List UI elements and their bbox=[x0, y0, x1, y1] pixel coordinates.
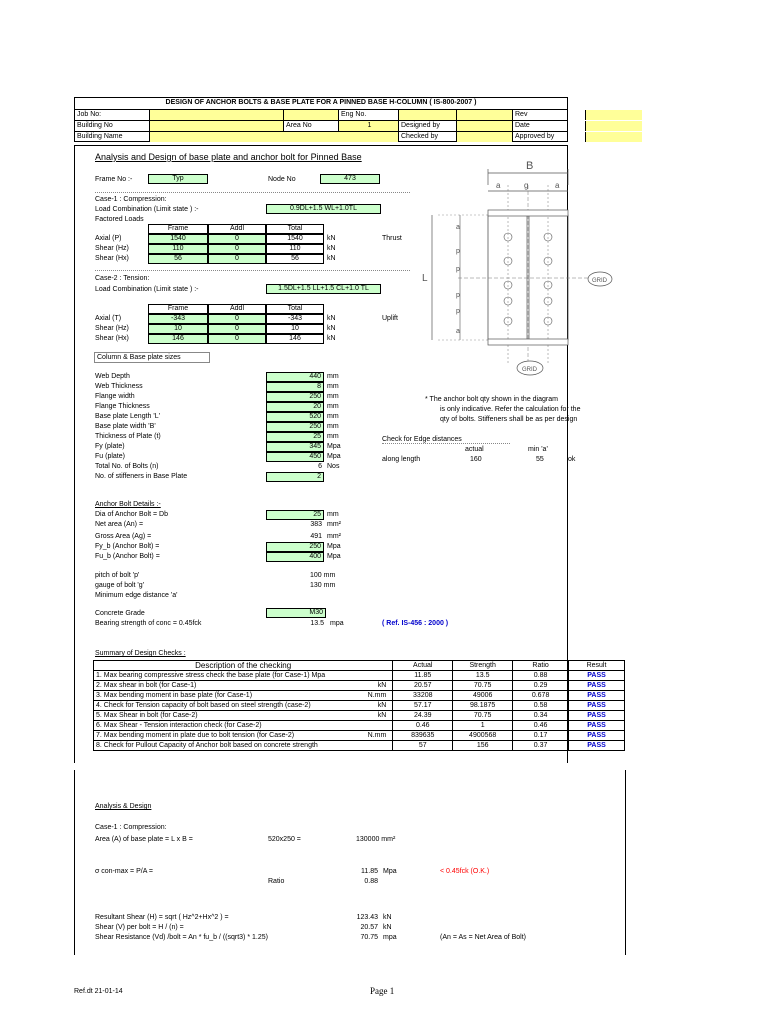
summary-actual: 20.57 bbox=[393, 681, 453, 691]
summary-row bbox=[94, 731, 625, 741]
rev-field[interactable] bbox=[586, 110, 642, 120]
col-size-label: Flange Thickness bbox=[95, 403, 150, 410]
edge-ok: ok bbox=[568, 456, 576, 463]
bearing-label: Bearing strength of conc = 0.45fck bbox=[95, 620, 202, 627]
summary-desc-unit: kN bbox=[377, 682, 387, 689]
summary-result: PASS bbox=[569, 691, 625, 701]
summary-actual: 0.46 bbox=[393, 721, 453, 731]
edge-actual-value: 160 bbox=[470, 456, 482, 463]
anchor-unit: mm bbox=[327, 511, 339, 518]
summary-row bbox=[94, 691, 625, 701]
case1-row-frame[interactable]: 110 bbox=[148, 244, 208, 254]
summary-actual: 33208 bbox=[393, 691, 453, 701]
area-label: Area (A) of base plate = L x B = bbox=[95, 836, 193, 843]
col-size-label: Fy (plate) bbox=[95, 443, 125, 450]
ratio-value: 0.88 bbox=[364, 878, 378, 885]
area-no-label: Area No bbox=[284, 121, 339, 131]
col-size-unit: mm bbox=[327, 413, 339, 420]
anchor-unit: Mpa bbox=[327, 543, 341, 550]
col-size-value[interactable]: 440 bbox=[266, 372, 324, 382]
analysis-right-border bbox=[625, 770, 626, 955]
pitch-label: Minimum edge distance 'a' bbox=[95, 592, 178, 599]
anchor-title: Anchor Bolt Details :- bbox=[95, 501, 161, 508]
summary-desc bbox=[94, 671, 393, 681]
col-size-unit: mm bbox=[327, 373, 339, 380]
designed-by-label: Designed by bbox=[399, 121, 457, 131]
case1-row-label: Axial (P) bbox=[95, 235, 122, 242]
col-size-unit: mm bbox=[327, 403, 339, 410]
summary-head-desc: Description of the checking bbox=[94, 661, 393, 671]
summary-desc-text: 6. Max Shear - Tension interaction check (for Case-2) bbox=[96, 721, 262, 729]
case1-title: Case-1 : Compression: bbox=[95, 196, 167, 203]
col-size-unit: mm bbox=[327, 383, 339, 390]
col-size-unit: mm bbox=[327, 433, 339, 440]
case1-col-addl: Addl bbox=[208, 224, 266, 234]
building-name-field[interactable] bbox=[150, 132, 399, 142]
building-no-label: Building No bbox=[75, 121, 150, 131]
pitch-value: 100 mm bbox=[310, 572, 336, 579]
case1-row-unit: kN bbox=[327, 255, 336, 262]
case2-col-addl: Addl bbox=[208, 304, 266, 314]
case2-row-total: 10 bbox=[266, 324, 324, 334]
case1-row-addl[interactable]: 0 bbox=[208, 234, 266, 244]
summary-result: PASS bbox=[569, 681, 625, 691]
anchor-label: Fu_b (Anchor Bolt) = bbox=[95, 553, 160, 560]
grid-right-label: GRID bbox=[592, 278, 607, 284]
summary-actual: 839635 bbox=[393, 731, 453, 741]
bearing-ref: ( Ref. IS-456 : 2000 ) bbox=[382, 620, 449, 627]
col-size-unit: Mpa bbox=[327, 453, 341, 460]
area-no-value[interactable]: 1 bbox=[339, 121, 399, 131]
shear-label: Shear (V) per bolt = H / (n) = bbox=[95, 924, 184, 931]
date-label: Date bbox=[513, 121, 586, 131]
dim-a-left: a bbox=[496, 181, 501, 190]
summary-head-strength: Strength bbox=[453, 661, 513, 671]
col-sizes-title: Column & Base plate sizes bbox=[94, 352, 210, 363]
document-title: DESIGN OF ANCHOR BOLTS & BASE PLATE FOR A PINNED BASE H-COLUMN ( IS-800-2007 ) bbox=[165, 99, 477, 106]
rev-label: Rev bbox=[513, 110, 586, 120]
summary-desc bbox=[94, 721, 393, 731]
sigma-label: σ con-max = P/A = bbox=[95, 868, 154, 875]
summary-desc bbox=[94, 691, 393, 701]
dim-p-2: p bbox=[456, 266, 460, 273]
case2-row-addl[interactable]: 0 bbox=[208, 334, 266, 344]
anchor-value[interactable]: 400 bbox=[266, 552, 324, 562]
col-size-label: Web Thickness bbox=[95, 383, 143, 390]
analysis-title: Analysis & Design bbox=[95, 803, 152, 810]
anchor-unit: mm² bbox=[327, 521, 341, 528]
case2-row-frame[interactable]: -343 bbox=[148, 314, 208, 324]
case2-title: Case-2 : Tension: bbox=[95, 275, 150, 282]
summary-strength: 156 bbox=[453, 741, 513, 751]
summary-row bbox=[94, 701, 625, 711]
case2-row-frame[interactable]: 146 bbox=[148, 334, 208, 344]
anchor-label: Net area (An) = bbox=[95, 521, 144, 528]
summary-result: PASS bbox=[569, 731, 625, 741]
shear-value: 70.75 bbox=[360, 934, 378, 941]
edge-actual-label: actual bbox=[465, 446, 484, 453]
summary-result: PASS bbox=[569, 721, 625, 731]
case1-row-unit: kN bbox=[327, 235, 336, 242]
header-row-3 bbox=[75, 131, 567, 142]
checked-by-field[interactable] bbox=[457, 132, 513, 142]
case2-row-addl[interactable]: 0 bbox=[208, 314, 266, 324]
footer-page: Page 1 bbox=[370, 986, 395, 996]
case2-row-total: -343 bbox=[266, 314, 324, 324]
pitch-label: pitch of bolt 'p' bbox=[95, 572, 140, 579]
area-dims: 520x250 = bbox=[268, 836, 301, 843]
summary-desc-unit: kN bbox=[377, 702, 387, 709]
node-value[interactable]: 473 bbox=[320, 174, 380, 184]
anchor-value: 383 bbox=[310, 521, 322, 528]
summary-desc bbox=[94, 701, 393, 711]
divider-1 bbox=[95, 192, 410, 193]
col-size-value[interactable]: 345 bbox=[266, 442, 324, 452]
building-no-field[interactable] bbox=[150, 121, 284, 131]
bearing-unit: mpa bbox=[330, 620, 344, 627]
summary-header-row bbox=[94, 661, 625, 671]
note-line-1: * The anchor bolt qty shown in the diagram bbox=[425, 396, 558, 403]
col-size-label: Web Depth bbox=[95, 373, 130, 380]
summary-desc bbox=[94, 741, 393, 751]
frame-value[interactable]: Typ bbox=[148, 174, 208, 184]
col-size-label: Base plate width 'B' bbox=[95, 423, 156, 430]
dim-g: g bbox=[524, 181, 529, 190]
summary-strength: 70.75 bbox=[453, 711, 513, 721]
dim-a-right: a bbox=[555, 181, 560, 190]
summary-row bbox=[94, 741, 625, 751]
header-row-2 bbox=[75, 120, 567, 131]
base-plate-diagram bbox=[418, 155, 613, 380]
col-size-label: Flange width bbox=[95, 393, 135, 400]
divider-2 bbox=[95, 270, 410, 271]
case1-row-note: Thrust bbox=[382, 235, 402, 242]
edge-min-value: 55 bbox=[536, 456, 544, 463]
grid-bottom-label: GRID bbox=[522, 367, 537, 373]
summary-ratio: 0.17 bbox=[513, 731, 569, 741]
summary-result: PASS bbox=[569, 701, 625, 711]
case2-row-label: Shear (Hz) bbox=[95, 325, 129, 332]
summary-row bbox=[94, 721, 625, 731]
footer-ref: Ref.dt 21-01-14 bbox=[74, 988, 123, 995]
dim-a-top: a bbox=[456, 224, 460, 231]
case1-row-total: 56 bbox=[266, 254, 324, 264]
shear-unit: kN bbox=[383, 914, 392, 921]
eng-no-field[interactable] bbox=[399, 110, 457, 120]
case2-row-unit: kN bbox=[327, 315, 336, 322]
header-table bbox=[74, 97, 568, 142]
case1-row-unit: kN bbox=[327, 245, 336, 252]
summary-title: Summary of Design Checks : bbox=[95, 650, 186, 657]
case2-row-frame[interactable]: 10 bbox=[148, 324, 208, 334]
summary-desc bbox=[94, 711, 393, 721]
case1-combo-value[interactable]: 0.9DL+1.5 WL+1.0TL bbox=[266, 204, 381, 214]
bearing-value: 13.5 bbox=[310, 620, 324, 627]
area-value: 130000 mm² bbox=[356, 836, 396, 843]
case2-row-unit: kN bbox=[327, 335, 336, 342]
col-size-value[interactable]: 25 bbox=[266, 432, 324, 442]
summary-strength: 70.75 bbox=[453, 681, 513, 691]
col-size-label: Total No. of Bolts (n) bbox=[95, 463, 159, 470]
concrete-label: Concrete Grade bbox=[95, 610, 145, 617]
summary-desc-text: 5. Max Shear in bolt (for Case-2) bbox=[96, 711, 198, 719]
summary-desc-text: 1. Max bearing compressive stress check the base plate (for Case-1) Mpa bbox=[96, 671, 326, 679]
anchor-label: Dia of Anchor Bolt = Db bbox=[95, 511, 168, 518]
col-size-unit: Mpa bbox=[327, 443, 341, 450]
anchor-unit: mm² bbox=[327, 533, 341, 540]
summary-strength: 4900568 bbox=[453, 731, 513, 741]
summary-desc-text: 7. Max bending moment in plate due to bolt tension (for Case-2) bbox=[96, 731, 295, 739]
shear-value: 20.57 bbox=[360, 924, 378, 931]
shear-unit: mpa bbox=[383, 934, 397, 941]
col-size-unit: mm bbox=[327, 393, 339, 400]
pitch-value: 130 mm bbox=[310, 582, 336, 589]
case1-col-total: Total bbox=[266, 224, 324, 234]
anchor-unit: Mpa bbox=[327, 553, 341, 560]
col-size-value[interactable]: 20 bbox=[266, 402, 324, 412]
note-line-2: is only indicative. Refer the calculation for the bbox=[440, 406, 581, 413]
col-size-label: Fu (plate) bbox=[95, 453, 125, 460]
summary-table bbox=[93, 660, 625, 751]
shear-note: (An = As = Net Area of Bolt) bbox=[440, 934, 526, 941]
col-size-value[interactable]: 2 bbox=[266, 472, 324, 482]
case2-row-unit: kN bbox=[327, 325, 336, 332]
shear-label: Resultant Shear (H) = sqrt ( Hz^2+Hx^2 ) = bbox=[95, 914, 229, 921]
job-no-field-2[interactable] bbox=[284, 110, 339, 120]
frame-label: Frame No :- bbox=[95, 176, 133, 183]
case1-row-total: 110 bbox=[266, 244, 324, 254]
case1-col-frame: Frame bbox=[148, 224, 208, 234]
summary-desc-unit: N.mm bbox=[367, 692, 387, 699]
edge-min-label: min 'a' bbox=[528, 446, 548, 453]
summary-desc-unit: N.mm bbox=[367, 732, 387, 739]
col-size-label: Base plate Length 'L' bbox=[95, 413, 160, 420]
summary-desc bbox=[94, 681, 393, 691]
edge-along-label: along length bbox=[382, 456, 421, 463]
case2-combo-label: Load Combination (Limit state ) :- bbox=[95, 286, 199, 293]
summary-strength: 13.5 bbox=[453, 671, 513, 681]
anchor-value[interactable]: 25 bbox=[266, 510, 324, 520]
case1-row-frame[interactable]: 1540 bbox=[148, 234, 208, 244]
summary-actual: 57.17 bbox=[393, 701, 453, 711]
analysis-case1: Case-1 : Compression: bbox=[95, 824, 167, 831]
summary-result: PASS bbox=[569, 741, 625, 751]
sigma-note: < 0.45fck (O.K.) bbox=[440, 868, 490, 875]
case1-row-frame[interactable]: 56 bbox=[148, 254, 208, 264]
anchor-label: Fy_b (Anchor Bolt) = bbox=[95, 543, 160, 550]
case1-combo-label: Load Combination (Limit state ) :- bbox=[95, 206, 199, 213]
dim-p-3: p bbox=[456, 292, 460, 299]
summary-ratio: 0.29 bbox=[513, 681, 569, 691]
case2-row-label: Axial (T) bbox=[95, 315, 122, 322]
col-size-value[interactable]: 8 bbox=[266, 382, 324, 392]
summary-desc-text: 4. Check for Tension capacity of bolt based on steel strength (case-2) bbox=[96, 701, 311, 709]
case1-row-label: Shear (Hz) bbox=[95, 245, 129, 252]
sigma-unit: Mpa bbox=[383, 868, 397, 875]
summary-result: PASS bbox=[569, 711, 625, 721]
summary-row bbox=[94, 681, 625, 691]
dim-L: L bbox=[422, 273, 428, 284]
approved-by-field[interactable] bbox=[586, 132, 642, 142]
building-name-label: Building Name bbox=[75, 132, 150, 142]
summary-row bbox=[94, 711, 625, 721]
job-no-label: Job No: bbox=[75, 110, 150, 120]
summary-actual: 57 bbox=[393, 741, 453, 751]
col-size-value[interactable]: 250 bbox=[266, 422, 324, 432]
summary-row bbox=[94, 671, 625, 681]
col-size-value[interactable]: 520 bbox=[266, 412, 324, 422]
eng-no-label: Eng No. bbox=[339, 110, 399, 120]
summary-ratio: 0.34 bbox=[513, 711, 569, 721]
summary-strength: 98.1875 bbox=[453, 701, 513, 711]
pitch-label: gauge of bolt 'g' bbox=[95, 582, 144, 589]
summary-ratio: 0.37 bbox=[513, 741, 569, 751]
case2-row-total: 146 bbox=[266, 334, 324, 344]
case1-row-addl[interactable]: 0 bbox=[208, 254, 266, 264]
anchor-value[interactable]: 250 bbox=[266, 542, 324, 552]
case2-col-frame: Frame bbox=[148, 304, 208, 314]
case1-row-label: Shear (Hx) bbox=[95, 255, 129, 262]
dim-a-bottom: a bbox=[456, 328, 460, 335]
shear-unit: kN bbox=[383, 924, 392, 931]
case2-row-note: Uplift bbox=[382, 315, 398, 322]
eng-no-field-2[interactable] bbox=[457, 110, 513, 120]
sigma-value: 11.85 bbox=[361, 868, 378, 875]
designed-by-field[interactable] bbox=[457, 121, 513, 131]
concrete-value[interactable]: M30 bbox=[266, 608, 326, 618]
summary-result: PASS bbox=[569, 671, 625, 681]
case2-col-total: Total bbox=[266, 304, 324, 314]
summary-strength: 1 bbox=[453, 721, 513, 731]
col-size-value: 6 bbox=[318, 463, 322, 470]
col-size-value[interactable]: 250 bbox=[266, 392, 324, 402]
col-size-unit: Nos bbox=[327, 463, 340, 470]
case2-row-addl[interactable]: 0 bbox=[208, 324, 266, 334]
summary-ratio: 0.88 bbox=[513, 671, 569, 681]
summary-desc-text: 3. Max bending moment in base plate (for Case-1) bbox=[96, 691, 253, 699]
summary-actual: 11.85 bbox=[393, 671, 453, 681]
anchor-value: 491 bbox=[310, 533, 322, 540]
section-title: Analysis and Design of base plate and anchor bolt for Pinned Base bbox=[95, 152, 362, 162]
summary-ratio: 0.58 bbox=[513, 701, 569, 711]
approved-by-label: Approved by bbox=[513, 132, 586, 142]
job-no-field[interactable] bbox=[150, 110, 284, 120]
col-size-value[interactable]: 450 bbox=[266, 452, 324, 462]
date-field[interactable] bbox=[586, 121, 642, 131]
node-label: Node No bbox=[268, 176, 296, 183]
summary-actual: 24.39 bbox=[393, 711, 453, 721]
summary-desc-text: 8. Check for Pullout Capacity of Anchor bolt based on concrete strength bbox=[96, 741, 318, 749]
case1-row-total: 1540 bbox=[266, 234, 324, 244]
summary-head-ratio: Ratio bbox=[513, 661, 569, 671]
header-row-1 bbox=[75, 109, 567, 120]
col-size-label: No. of stiffeners in Base Plate bbox=[95, 473, 188, 480]
case1-row-addl[interactable]: 0 bbox=[208, 244, 266, 254]
summary-desc-text: 2. Max shear in bolt (for Case-1) bbox=[96, 681, 197, 689]
ratio-label: Ratio bbox=[268, 878, 285, 885]
edge-title: Check for Edge distances bbox=[382, 436, 510, 444]
summary-head-result: Result bbox=[569, 661, 625, 671]
shear-label: Shear Resistance (Vd) /bolt = An * fu_b / ((sqrt3) * 1.25) bbox=[95, 934, 268, 941]
note-line-3: qty of bolts. Stiffeners shall be as per design bbox=[440, 416, 578, 423]
case2-combo-value[interactable]: 1.5DL+1.5 LL+1.5 CL+1.0 TL bbox=[266, 284, 381, 294]
factored-loads-label: Factored Loads bbox=[95, 216, 144, 223]
dim-p-4: p bbox=[456, 308, 460, 315]
summary-strength: 49006 bbox=[453, 691, 513, 701]
summary-ratio: 0.46 bbox=[513, 721, 569, 731]
col-size-label: Thickness of Plate (t) bbox=[95, 433, 161, 440]
dim-p-1: p bbox=[456, 248, 460, 255]
summary-head-actual: Actual bbox=[393, 661, 453, 671]
shear-value: 123.43 bbox=[356, 914, 378, 921]
checked-by-label: Checked by bbox=[399, 132, 457, 142]
anchor-label: Gross Area (Ag) = bbox=[95, 533, 152, 540]
summary-desc bbox=[94, 731, 393, 741]
dim-B: B bbox=[526, 160, 534, 172]
summary-ratio: 0.678 bbox=[513, 691, 569, 701]
summary-desc-unit: kN bbox=[377, 712, 387, 719]
case2-row-label: Shear (Hx) bbox=[95, 335, 129, 342]
col-size-unit: mm bbox=[327, 423, 339, 430]
